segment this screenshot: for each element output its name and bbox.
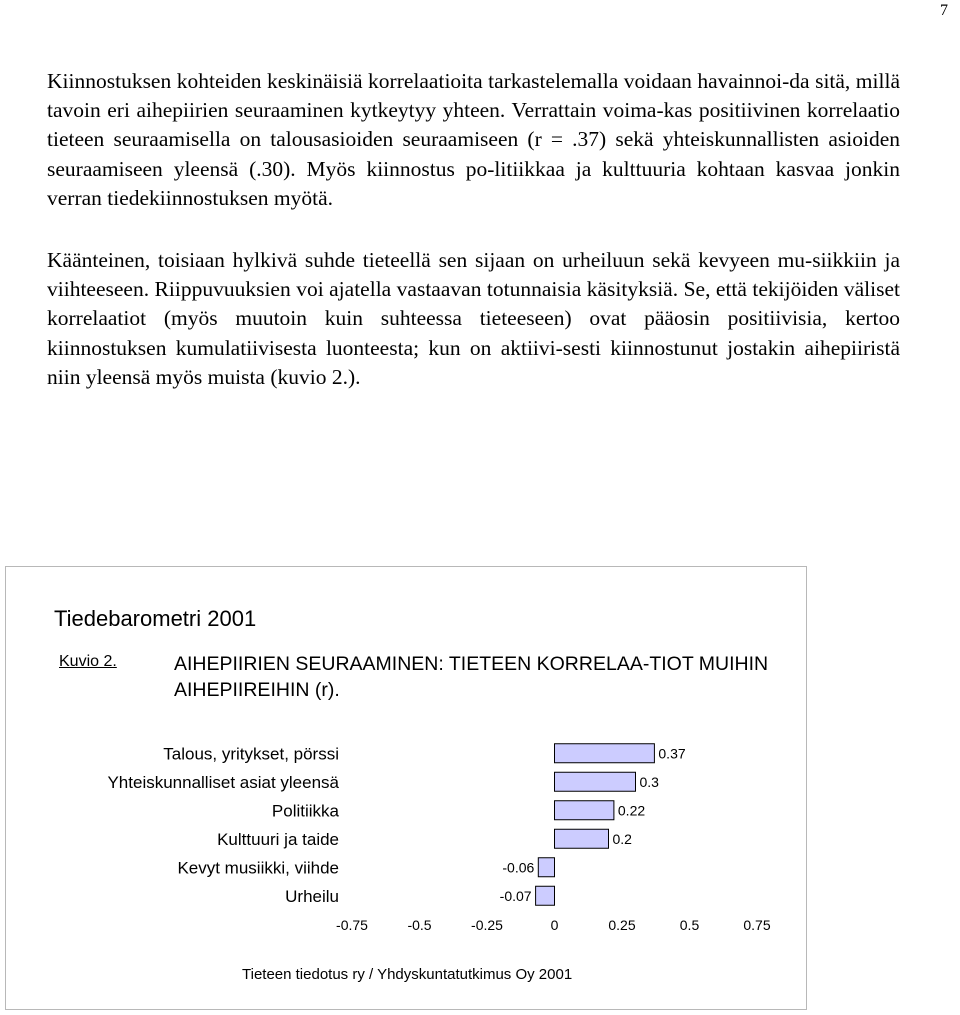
- bar: [555, 744, 655, 763]
- bar: [536, 886, 555, 905]
- body-paragraph-1: Kiinnostuksen kohteiden keskinäisiä korrelaatioita tarkastelemalla voidaan havainnoi-da sitä, millä tavoin eri aihepiirien seuraaminen kytkeytyy yhteen. Verrattain voima-kas positiivinen korrelaatio tieteen seuraamisella on talousasioiden seuraamiseen (r = .37) sekä yhteiskunnallisten asioiden seuraamiseen yleensä (.30). Myös kiinnostus po-litiikkaa ja kulttuuria kohtaan kasvaa jonkin verran tiedekiinnostuksen myötä.: [47, 69, 900, 210]
- category-label: Yhteiskunnalliset asiat yleensä: [107, 772, 339, 792]
- bar: [555, 801, 614, 820]
- category-label: Talous, yritykset, pörssi: [163, 744, 339, 764]
- category-label: Kulttuuri ja taide: [217, 829, 339, 849]
- category-label: Kevyt musiikki, viihde: [177, 858, 339, 878]
- category-label: Urheilu: [285, 886, 339, 906]
- bar: [555, 772, 636, 791]
- category-label: Politiikka: [271, 801, 339, 821]
- figure-label: Kuvio 2.: [59, 653, 117, 670]
- figure-title: AIHEPIIRIEN SEURAAMINEN: TIETEEN KORRELAA-TIOT MUIHIN AIHEPIIREIHIN (r).: [174, 653, 769, 701]
- data-label: 0.2: [612, 830, 632, 847]
- figure-heading: Tiedebarometri 2001: [54, 606, 257, 631]
- data-label: 0.3: [639, 773, 659, 790]
- data-label: -0.06: [502, 859, 535, 876]
- x-tick-label: -0.75: [336, 917, 368, 933]
- bar: [555, 829, 609, 848]
- data-label: -0.07: [499, 887, 532, 904]
- x-tick-label: 0.75: [743, 917, 771, 933]
- x-tick-label: -0.5: [407, 917, 432, 933]
- x-tick-label: -0.25: [471, 917, 503, 933]
- x-tick-label: 0: [550, 917, 559, 933]
- page-number: 7: [940, 2, 948, 19]
- x-tick-label: 0.5: [679, 917, 700, 933]
- x-tick-label: 0.25: [608, 917, 636, 933]
- figure-source: Tieteen tiedotus ry / Yhdyskuntatutkimus Oy 2001: [242, 966, 573, 983]
- body-paragraph-2: Käänteinen, toisiaan hylkivä suhde tieteellä sen sijaan on urheiluun sekä kevyeen mu-siikkiin ja viihteeseen. Riippuvuuksien voi ajatella vastaavan totunnaisia käsityksiä. Se, että tekijöiden väliset korrelaatiot (myös muutoin kuin suhteessa tieteeseen) ovat pääosin positiivisia, kertoo kiinnostuksen kumulatiivisesta luonteesta; kun on aktiivi-sesti kiinnostunut jostakin aihepiiristä niin yleensä myös muista (kuvio 2.).: [47, 248, 900, 389]
- data-label: 0.37: [658, 745, 686, 762]
- bar: [538, 858, 554, 877]
- data-label: 0.22: [617, 802, 646, 819]
